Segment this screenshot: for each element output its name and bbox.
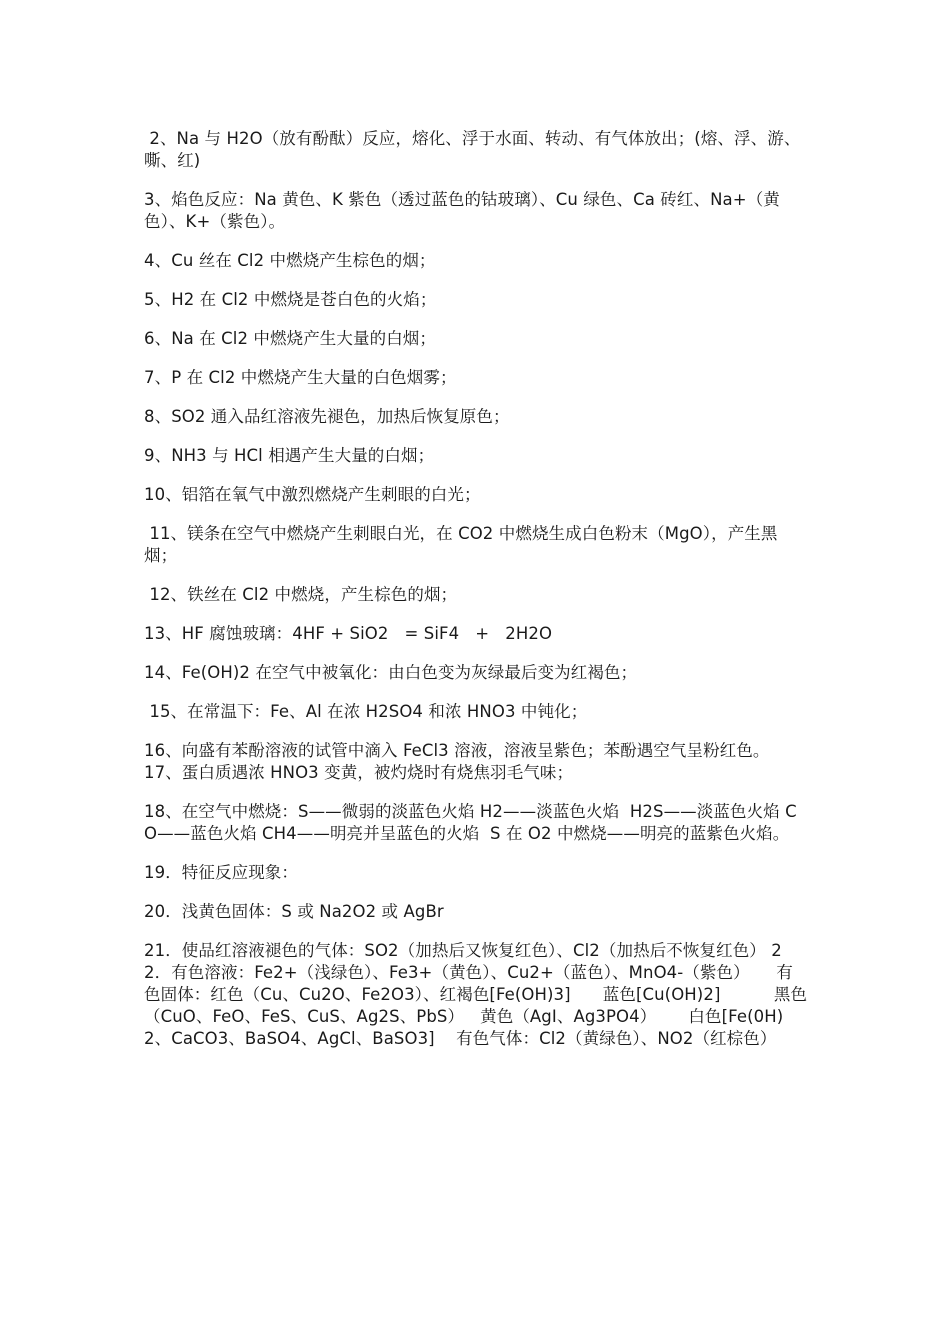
paragraph-item-13: 13、HF 腐蚀玻璃：4HF + SiO2 = SiF4 + 2H2O [144, 624, 553, 643]
paragraph-item-7: 7、P 在 Cl2 中燃烧产生大量的白色烟雾； [144, 368, 457, 387]
paragraph-item-21-22: 21．使品红溶液褪色的气体：SO2（加热后又恢复红色）、Cl2（加热后不恢复红色） 22．有色溶液：Fe2+（浅绿色）、Fe3+（黄色）、Cu2+（蓝色）、MnO4-（紫色） 有色固体：红色（Cu、Cu2O、Fe2O3）、红褐色[Fe(OH)3] 蓝色[Cu(OH)2] 黑色（CuO、FeO、FeS、CuS、Ag2S、PbS） 黄色（AgI、Ag3PO4） 白色[Fe(0H)2、CaCO3、BaSO4、AgCl、BaSO3] 有色气体：Cl2（黄绿色）、NO2（红棕色） [144, 941, 808, 1048]
paragraph-item-9: 9、NH3 与 HCl 相遇产生大量的白烟； [144, 446, 435, 465]
paragraph-item-18: 18、在空气中燃烧：S——微弱的淡蓝色火焰 H2——淡蓝色火焰 H2S——淡蓝色火焰 CO——蓝色火焰 CH4——明亮并呈蓝色的火焰 S 在 O2 中燃烧——明亮的蓝紫色火焰。 [144, 802, 797, 843]
paragraph-item-15: 15、在常温下：Fe、Al 在浓 H2SO4 和浓 HNO3 中钝化； [144, 702, 588, 721]
paragraph-item-4: 4、Cu 丝在 Cl2 中燃烧产生棕色的烟； [144, 251, 436, 270]
document-page [144, 128, 808, 1067]
paragraph-item-12: 12、铁丝在 Cl2 中燃烧，产生棕色的烟； [144, 585, 458, 604]
paragraph-item-17: 17、蛋白质遇浓 HNO3 变黄，被灼烧时有烧焦羽毛气味； [144, 763, 574, 782]
paragraph-item-5: 5、H2 在 Cl2 中燃烧是苍白色的火焰； [144, 290, 437, 309]
paragraph-item-3: 3、焰色反应：Na 黄色、K 紫色（透过蓝色的钴玻璃）、Cu 绿色、Ca 砖红、Na+（黄色）、K+（紫色）。 [144, 190, 780, 231]
paragraph-item-6: 6、Na 在 Cl2 中燃烧产生大量的白烟； [144, 329, 436, 348]
paragraph-item-11: 11、镁条在空气中燃烧产生刺眼白光，在 CO2 中燃烧生成白色粉末（MgO），产生黑烟； [144, 524, 778, 565]
paragraph-item-2: 2、Na 与 H2O（放有酚酞）反应，熔化、浮于水面、转动、有气体放出；(熔、浮、游、嘶、红) [144, 129, 801, 170]
paragraph-item-14: 14、Fe(OH)2 在空气中被氧化：由白色变为灰绿最后变为红褐色； [144, 663, 638, 682]
paragraph-item-16: 16、向盛有苯酚溶液的试管中滴入 FeCl3 溶液，溶液呈紫色；苯酚遇空气呈粉红色。 [144, 741, 770, 760]
paragraph-item-10: 10、铝箔在氧气中激烈燃烧产生刺眼的白光； [144, 485, 481, 504]
paragraph-item-8: 8、SO2 通入品红溶液先褪色，加热后恢复原色； [144, 407, 510, 426]
paragraph-item-19: 19．特征反应现象： [144, 863, 298, 882]
paragraph-item-20: 20．浅黄色固体：S 或 Na2O2 或 AgBr [144, 902, 444, 921]
